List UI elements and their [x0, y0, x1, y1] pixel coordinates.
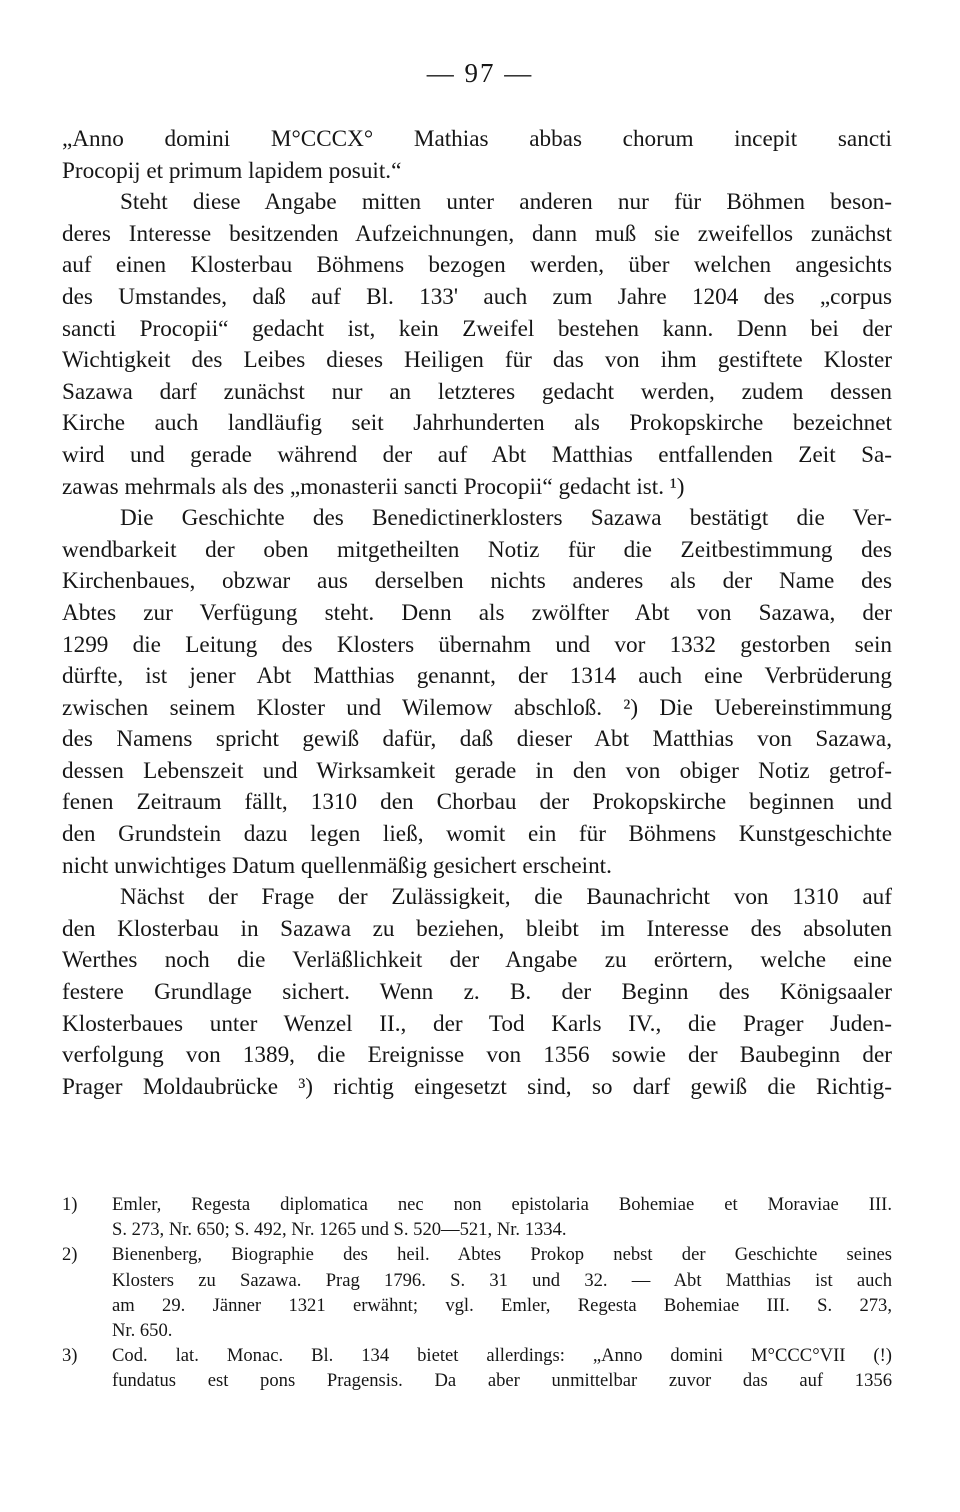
text-line: Die Geschichte des Benedictinerklosters Sazawa bestätigt die Ver-	[120, 505, 892, 532]
text-line: Abtes zur Verfügung steht. Denn als zwölfter Abt von Sazawa, der	[62, 599, 892, 626]
text-line: sancti Procopii“ gedacht ist, kein Zweifel bestehen kann. Denn bei der	[62, 315, 892, 342]
text-line: Nächst der Frage der Zulässigkeit, die Baunachricht von 1310 auf	[120, 884, 892, 911]
text-line: des Namens spricht gewiß dafür, daß dieser Abt Matthias von Sazawa,	[62, 726, 892, 753]
text-line: Procopij et primum lapidem posuit.“	[62, 157, 402, 184]
footnote-2	[62, 1242, 892, 1267]
text-line: dürfte, ist jener Abt Matthias genannt, der 1314 auch eine Verbrüderung	[62, 663, 892, 690]
page-number: — 97 —	[426, 58, 534, 88]
footnotes	[62, 1192, 892, 1394]
footnote-number: 3)	[62, 1345, 78, 1367]
text-line: fenen Zeitraum fällt, 1310 den Chorbau der Prokopskirche beginnen und	[62, 789, 892, 816]
footnote-line: am 29. Jänner 1321 erwähnt; vgl. Emler, Regesta Bohemiae III. S. 273,	[112, 1294, 892, 1316]
footnote-text: Bienenberg, Biographie des heil. Abtes Prokop nebst der Geschichte seines	[112, 1244, 892, 1266]
footnote-3	[62, 1343, 892, 1368]
text-line: Wichtigkeit des Leibes dieses Heiligen für das von ihm gestiftete Kloster	[62, 347, 892, 374]
text-line: den Klosterbau in Sazawa zu beziehen, bleibt im Interesse des absoluten	[62, 915, 892, 942]
text-line: dessen Lebenszeit und Wirksamkeit gerade in den von obiger Notiz getrof-	[62, 757, 892, 784]
main-text	[62, 124, 892, 1103]
text-line: verfolgung von 1389, die Ereignisse von 1356 sowie der Baubeginn der	[62, 1042, 892, 1069]
text-line: Kirchenbaues, obzwar aus derselben nichts anderes als der Name des	[62, 568, 892, 595]
text-line: Klosterbaues unter Wenzel II., der Tod Karls IV., die Prager Juden-	[62, 1010, 892, 1037]
text-line: wendbarkeit der oben mitgetheilten Notiz für die Zeitbestimmung des	[62, 536, 892, 563]
footnote-line: Nr. 650.	[112, 1319, 173, 1341]
text-line: zawas mehrmals als des „monasterii sancti Procopii“ gedacht ist. ¹)	[62, 473, 685, 500]
text-line: Werthes noch die Verläßlichkeit der Angabe zu erörtern, welche eine	[62, 947, 892, 974]
text-line: Prager Moldaubrücke ³) richtig eingesetzt sind, so darf gewiß die Richtig-	[62, 1073, 892, 1100]
text-line: nicht unwichtiges Datum quellenmäßig gesichert erscheint.	[62, 852, 612, 879]
text-line: 1299 die Leitung des Klosters übernahm und vor 1332 gestorben sein	[62, 631, 892, 658]
footnote-1	[62, 1192, 892, 1217]
text-line: Kirche auch landläufig seit Jahrhunderten als Prokopskirche bezeichnet	[62, 410, 892, 437]
text-line: deres Interesse besitzenden Aufzeichnungen, dann muß sie zweifellos zunächst	[62, 220, 892, 247]
footnote-text: Cod. lat. Monac. Bl. 134 bietet allerdings: „Anno domini M°CCC°VII (!)	[112, 1345, 892, 1367]
footnote-line: fundatus est pons Pragensis. Da aber unmittelbar zuvor das auf 1356	[112, 1370, 892, 1392]
text-line: zwischen seinem Kloster und Wilemow abschloß. ²) Die Uebereinstimmung	[62, 694, 892, 721]
footnote-number: 2)	[62, 1244, 78, 1266]
footnote-number: 1)	[62, 1194, 78, 1215]
text-line: wird und gerade während der auf Abt Matthias entfallenden Zeit Sa-	[62, 441, 892, 468]
text-line: festere Grundlage sichert. Wenn z. B. der Beginn des Königsaaler	[62, 979, 892, 1006]
footnote-text: Emler, Regesta diplomatica nec non epistolaria Bohemiae et Moraviae III.	[112, 1194, 892, 1215]
text-line: den Grundstein dazu legen ließ, womit ein für Böhmens Kunstgeschichte	[62, 821, 892, 848]
text-line: „Anno domini M°CCCX° Mathias abbas chorum incepit sancti	[62, 126, 892, 152]
text-line: Sazawa darf zunächst nur an letzteres gedacht werden, zudem dessen	[62, 378, 892, 405]
text-line: auf einen Klosterbau Böhmens bezogen werden, über welchen angesichts	[62, 252, 892, 279]
text-line: Steht diese Angabe mitten unter anderen nur für Böhmen beson-	[120, 189, 892, 216]
footnote-line: Klosters zu Sazawa. Prag 1796. S. 31 und 32. — Abt Matthias ist auch	[112, 1269, 892, 1291]
footnote-line: S. 273, Nr. 650; S. 492, Nr. 1265 und S. 520—521, Nr. 1334.	[112, 1219, 567, 1241]
text-line: des Umstandes, daß auf Bl. 133' auch zum Jahre 1204 des „corpus	[62, 283, 892, 310]
